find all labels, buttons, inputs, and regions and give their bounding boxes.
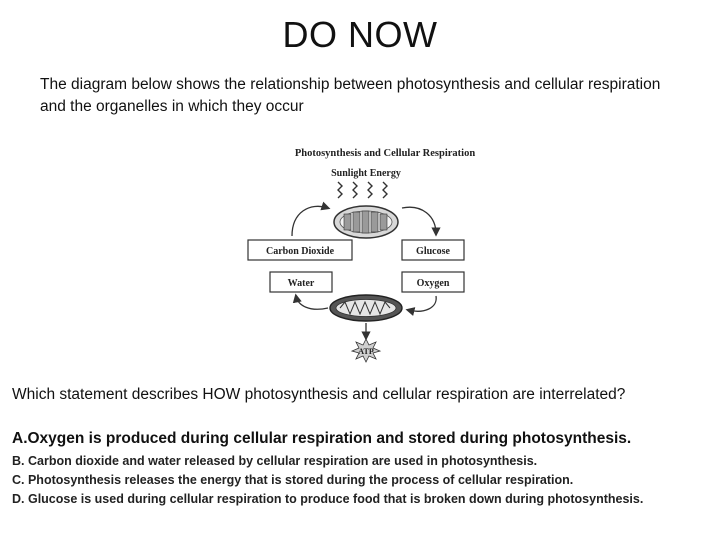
glucose-label: Glucose (416, 246, 450, 257)
mitochondrion-icon (330, 295, 402, 321)
atp-label: ATP (358, 347, 374, 356)
oxygen-label: Oxygen (416, 278, 450, 289)
intro-text: The diagram below shows the relationship between photosynthesis and cellular respiration and the organelles in which they occur (40, 76, 661, 115)
atp-burst-icon (352, 339, 380, 362)
page-title: DO NOW (282, 14, 438, 55)
sunlight-arrows-icon (338, 182, 387, 198)
answer-c[interactable]: C. Photosynthesis releases the energy that is stored during the process of cellular respiration. (12, 473, 574, 487)
chloroplast-icon (334, 206, 398, 238)
sunlight-label: Sunlight Energy (331, 168, 401, 179)
water-label: Water (287, 278, 315, 289)
oxygen-box (402, 272, 464, 292)
carbon-dioxide-label: Carbon Dioxide (265, 246, 335, 257)
carbon-dioxide-box (248, 240, 352, 260)
answer-d[interactable]: D. Glucose is used during cellular respiration to produce food that is broken down during photosynthesis. (12, 492, 644, 506)
glucose-box (402, 240, 464, 260)
answer-choices (12, 430, 712, 509)
answer-b[interactable]: B. Carbon dioxide and water released by cellular respiration are used in photosynthesis. (12, 454, 538, 468)
question-text: Which statement describes HOW photosynthesis and cellular respiration are interrelated? (12, 386, 626, 403)
answer-a[interactable]: A.Oxygen is produced during cellular respiration and stored during photosynthesis. (12, 430, 632, 447)
photosynthesis-respiration-diagram (240, 142, 520, 366)
diagram-heading: Photosynthesis and Cellular Respiration (294, 148, 476, 159)
water-box (270, 272, 332, 292)
